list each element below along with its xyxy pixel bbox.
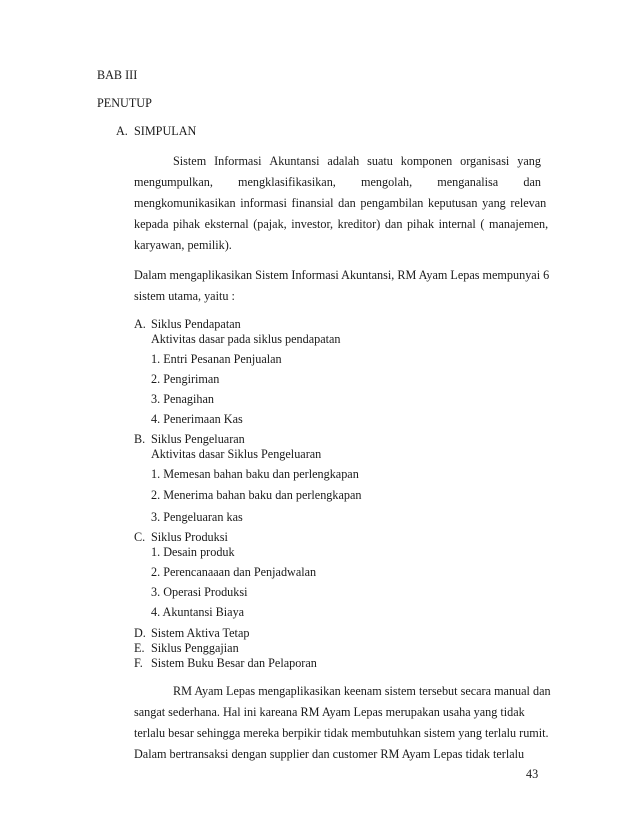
word: suatu <box>367 154 393 168</box>
word: mengumpulkan, <box>134 175 213 189</box>
closing-line-3: terlalu besar sehingga mereka berpikir tidak membutuhkan sistem yang terlalu rumit. <box>134 726 549 740</box>
list-marker: E. <box>134 641 145 655</box>
list-marker: F. <box>134 656 143 670</box>
system-title: Siklus Penggajian <box>151 641 239 655</box>
word: yang <box>517 154 541 168</box>
word: Akuntansi <box>269 154 320 168</box>
word: Sistem <box>173 154 207 168</box>
system-title: Sistem Aktiva Tetap <box>151 626 250 640</box>
list-item: 2. Pengiriman <box>151 372 220 386</box>
system-title: Siklus Pengeluaran <box>151 432 245 446</box>
list-marker: B. <box>134 432 146 446</box>
section-marker: A. <box>116 124 128 138</box>
list-item: 2. Perencanaaan dan Penjadwalan <box>151 565 317 579</box>
closing-line-4: Dalam bertransaksi dengan supplier dan customer RM Ayam Lepas tidak terlalu <box>134 747 525 761</box>
chapter-title: PENUTUP <box>97 96 152 110</box>
paragraph2-line-1: Dalam mengaplikasikan Sistem Informasi Akuntansi, RM Ayam Lepas mempunyai 6 <box>134 268 550 282</box>
intro-line-3: mengkomunikasikan informasi finansial dan pengambilan keputusan yang relevan <box>134 196 547 210</box>
intro-line-1 <box>173 154 541 169</box>
system-title: Sistem Buku Besar dan Pelaporan <box>151 656 317 670</box>
list-item: 4. Akuntansi Biaya <box>151 605 245 619</box>
word: dan <box>523 175 541 189</box>
word: adalah <box>327 154 360 168</box>
list-marker: C. <box>134 530 146 544</box>
list-item: 2. Menerima bahan baku dan perlengkapan <box>151 488 362 502</box>
page-number: 43 <box>526 767 539 781</box>
word: menganalisa <box>437 175 499 189</box>
list-marker: D. <box>134 626 146 640</box>
word: organisasi <box>460 154 510 168</box>
intro-line-5: karyawan, pemilik). <box>134 238 232 252</box>
word: mengklasifikasikan, <box>238 175 336 189</box>
word: mengolah, <box>361 175 413 189</box>
chapter-label: BAB III <box>97 68 138 82</box>
list-marker: A. <box>134 317 146 331</box>
list-item: 3. Pengeluaran kas <box>151 510 243 524</box>
list-item: 3. Penagihan <box>151 392 214 406</box>
closing-line-2: sangat sederhana. Hal ini kareana RM Ayam Lepas merupakan usaha yang tidak <box>134 705 525 719</box>
section-title: SIMPULAN <box>134 124 197 138</box>
list-item: 4. Penerimaan Kas <box>151 412 243 426</box>
system-title: Siklus Produksi <box>151 530 228 544</box>
list-item: 1. Entri Pesanan Penjualan <box>151 352 282 366</box>
paragraph2-line-2: sistem utama, yaitu : <box>134 289 235 303</box>
system-title: Siklus Pendapatan <box>151 317 241 331</box>
system-subtitle: Aktivitas dasar pada siklus pendapatan <box>151 332 341 346</box>
word: komponen <box>400 154 453 168</box>
list-item: 3. Operasi Produksi <box>151 585 248 599</box>
list-item: 1. Desain produk <box>151 545 235 559</box>
word: Informasi <box>214 154 262 168</box>
list-item: 1. Memesan bahan baku dan perlengkapan <box>151 467 359 481</box>
intro-line-4: kepada pihak eksternal (pajak, investor, kreditor) dan pihak internal ( manajemen, <box>134 217 549 231</box>
intro-line-2 <box>134 175 541 190</box>
closing-line-1: RM Ayam Lepas mengaplikasikan keenam sistem tersebut secara manual dan <box>173 684 551 698</box>
system-subtitle: Aktivitas dasar Siklus Pengeluaran <box>151 447 322 461</box>
